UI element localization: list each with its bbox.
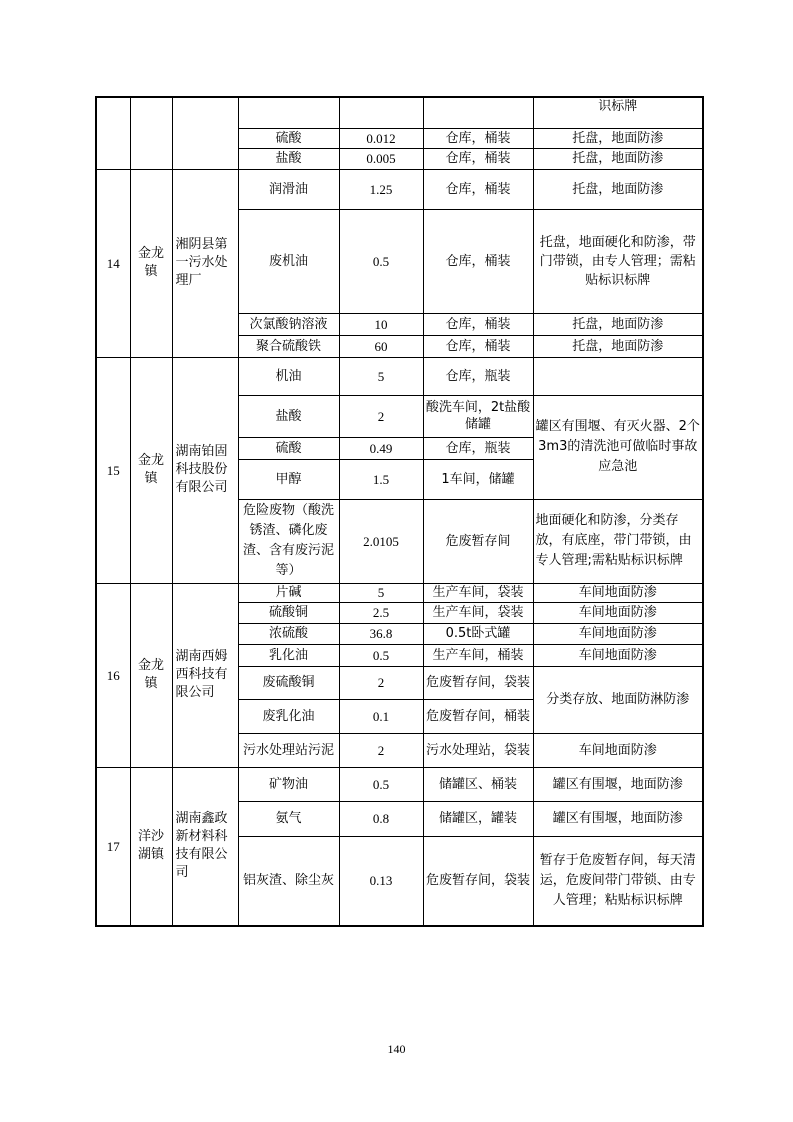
- measure-cell: 车间地面防渗: [533, 644, 703, 666]
- amount-cell: 0.5: [339, 209, 423, 313]
- storage-cell: 0.5t卧式罐: [423, 623, 533, 644]
- company-cell: [172, 97, 238, 169]
- amount-cell: 2: [339, 733, 423, 767]
- storage-cell: 仓库，瓶装: [423, 357, 533, 395]
- material-cell: 次氯酸钠溶液: [238, 313, 339, 335]
- measure-cell: 托盘，地面硬化和防渗，带门带锁，由专人管理；需粘贴标识标牌: [533, 209, 703, 313]
- storage-cell: 危废暂存间，袋装: [423, 836, 533, 926]
- amount-cell: 2: [339, 395, 423, 437]
- amount-cell: 1.5: [339, 459, 423, 499]
- material-cell: 乳化油: [238, 644, 339, 666]
- amount-cell: 0.8: [339, 801, 423, 836]
- material-cell: 盐酸: [238, 395, 339, 437]
- measure-cell: 暂存于危废暂存间，每天清运，危废间带门带锁、由专人管理；粘贴标识标牌: [533, 836, 703, 926]
- amount-cell: 36.8: [339, 623, 423, 644]
- storage-cell: 1车间，储罐: [423, 459, 533, 499]
- storage-cell: 生产车间，袋装: [423, 583, 533, 602]
- measure-cell: 罐区有围堰，地面防渗: [533, 767, 703, 801]
- amount-cell: 5: [339, 583, 423, 602]
- measure-cell: 地面硬化和防渗，分类存放，有底座，带门带锁，由专人管理;需粘贴标识标牌: [533, 499, 703, 583]
- amount-cell: 2: [339, 666, 423, 699]
- material-cell: 盐酸: [238, 148, 339, 169]
- measure-cell: 托盘，地面防渗: [533, 148, 703, 169]
- material-cell: 甲醇: [238, 459, 339, 499]
- material-cell: 废机油: [238, 209, 339, 313]
- table-row: [96, 357, 703, 395]
- material-cell: 危险废物（酸洗锈渣、磷化废渣、含有废污泥等）: [238, 499, 339, 583]
- serial-cell: 17: [96, 767, 130, 926]
- measure-cell: 车间地面防渗: [533, 733, 703, 767]
- amount-cell: 10: [339, 313, 423, 335]
- material-cell: 废硫酸铜: [238, 666, 339, 699]
- storage-cell: 仓库，桶装: [423, 313, 533, 335]
- storage-cell: 仓库，桶装: [423, 128, 533, 148]
- town-cell: 金龙镇: [130, 583, 172, 767]
- amount-cell: 2.0105: [339, 499, 423, 583]
- measure-cell: 托盘，地面防渗: [533, 128, 703, 148]
- material-cell: 硫酸: [238, 128, 339, 148]
- storage-cell: 储罐区、桶装: [423, 767, 533, 801]
- page-number: 140: [387, 1042, 406, 1056]
- storage-cell: 仓库，桶装: [423, 335, 533, 357]
- storage-cell: 仓库，桶装: [423, 148, 533, 169]
- measure-cell: [533, 357, 703, 395]
- amount-cell: 0.005: [339, 148, 423, 169]
- material-cell: 片碱: [238, 583, 339, 602]
- material-cell: 硫酸铜: [238, 602, 339, 623]
- amount-cell: 0.012: [339, 128, 423, 148]
- amount-cell: 0.5: [339, 767, 423, 801]
- material-cell: 机油: [238, 357, 339, 395]
- material-cell: 润滑油: [238, 169, 339, 209]
- measure-cell: 托盘，地面防渗: [533, 169, 703, 209]
- amount-cell: [339, 97, 423, 128]
- amount-cell: 60: [339, 335, 423, 357]
- town-cell: [130, 97, 172, 169]
- table-row: [96, 583, 703, 602]
- measure-cell: 罐区有围堰，地面防渗: [533, 801, 703, 836]
- storage-cell: 生产车间，袋装: [423, 602, 533, 623]
- town-cell: 金龙镇: [130, 169, 172, 357]
- storage-cell: 仓库，桶装: [423, 169, 533, 209]
- merged-measure-cell: 罐区有围堰、有灭火器、2个3m3的清洗池可做临时事故应急池: [533, 395, 703, 499]
- table-row: [96, 97, 703, 128]
- serial-cell: 16: [96, 583, 130, 767]
- hazardous-materials-table: [95, 96, 704, 927]
- amount-cell: 0.13: [339, 836, 423, 926]
- storage-cell: 酸洗车间，2t盐酸储罐: [423, 395, 533, 437]
- storage-cell: 污水处理站，袋装: [423, 733, 533, 767]
- material-cell: [238, 97, 339, 128]
- amount-cell: 0.5: [339, 644, 423, 666]
- serial-cell: 15: [96, 357, 130, 583]
- company-cell: 湖南铂固科技股份有限公司: [172, 357, 238, 583]
- measure-cell: 识标牌: [533, 97, 703, 128]
- measure-cell: 托盘，地面防渗: [533, 335, 703, 357]
- measure-cell: 车间地面防渗: [533, 602, 703, 623]
- company-cell: 湘阴县第一污水处理厂: [172, 169, 238, 357]
- serial-cell: 14: [96, 169, 130, 357]
- material-cell: 氨气: [238, 801, 339, 836]
- measure-cell: 车间地面防渗: [533, 583, 703, 602]
- amount-cell: 0.1: [339, 699, 423, 733]
- amount-cell: 5: [339, 357, 423, 395]
- storage-cell: 仓库，桶装: [423, 209, 533, 313]
- storage-cell: 生产车间，桶装: [423, 644, 533, 666]
- storage-cell: 仓库，瓶装: [423, 437, 533, 459]
- table-row: [96, 767, 703, 801]
- measure-cell: 托盘，地面防渗: [533, 313, 703, 335]
- amount-cell: 1.25: [339, 169, 423, 209]
- storage-cell: 危废暂存间，袋装: [423, 666, 533, 699]
- table-row: [96, 169, 703, 209]
- town-cell: 金龙镇: [130, 357, 172, 583]
- material-cell: 矿物油: [238, 767, 339, 801]
- material-cell: 铝灰渣、除尘灰: [238, 836, 339, 926]
- serial-cell: [96, 97, 130, 169]
- storage-cell: [423, 97, 533, 128]
- material-cell: 污水处理站污泥: [238, 733, 339, 767]
- material-cell: 废乳化油: [238, 699, 339, 733]
- town-cell: 洋沙湖镇: [130, 767, 172, 926]
- amount-cell: 0.49: [339, 437, 423, 459]
- company-cell: 湖南鑫政新材料科技有限公司: [172, 767, 238, 926]
- measure-cell: 车间地面防渗: [533, 623, 703, 644]
- storage-cell: 危废暂存间，桶装: [423, 699, 533, 733]
- amount-cell: 2.5: [339, 602, 423, 623]
- storage-cell: 危废暂存间: [423, 499, 533, 583]
- storage-cell: 储罐区，罐装: [423, 801, 533, 836]
- material-cell: 聚合硫酸铁: [238, 335, 339, 357]
- company-cell: 湖南西姆西科技有限公司: [172, 583, 238, 767]
- material-cell: 浓硫酸: [238, 623, 339, 644]
- material-cell: 硫酸: [238, 437, 339, 459]
- merged-measure-cell: 分类存放、地面防淋防渗: [533, 666, 703, 733]
